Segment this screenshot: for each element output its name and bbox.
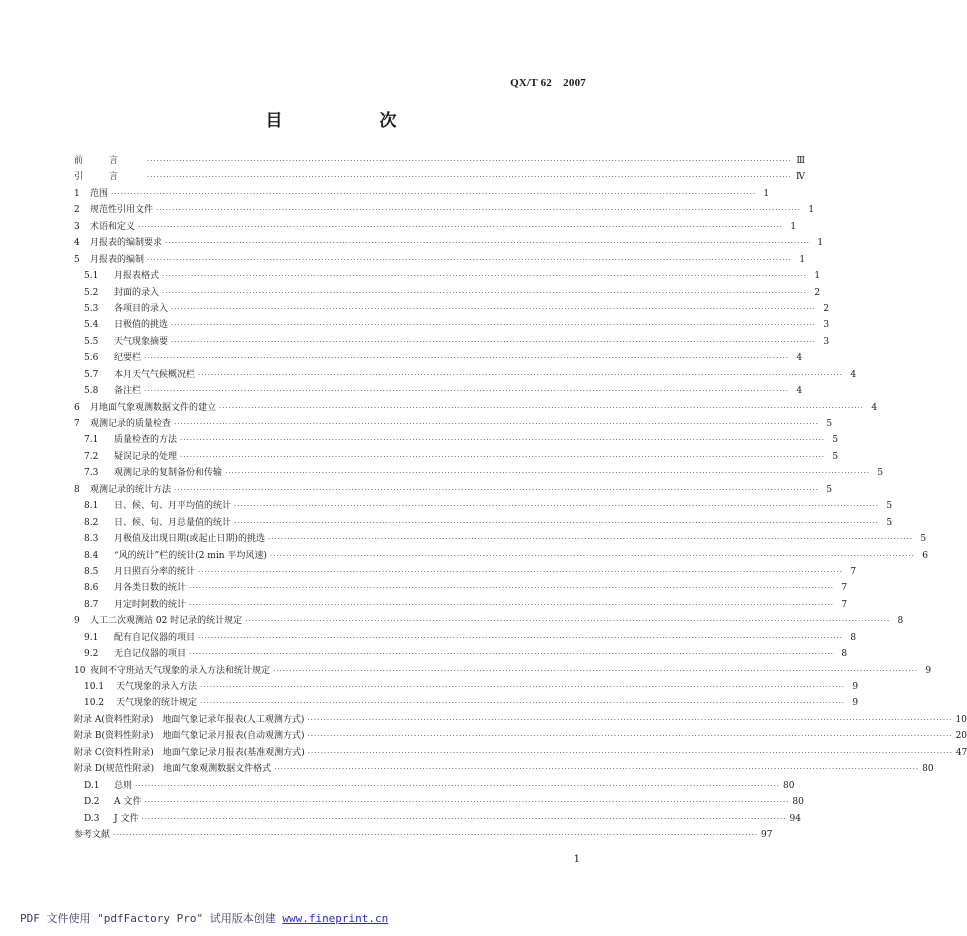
toc-entry-label: 术语和定义 [90, 221, 136, 232]
toc-entry-page: 5 [886, 517, 893, 528]
toc-entry[interactable] [74, 367, 857, 383]
toc-entry-label: 本月天气气候概况栏 [114, 369, 196, 380]
toc-dot-leader: ········································································································································································································ [147, 173, 793, 182]
toc-entry-number: 8 [74, 484, 80, 495]
toc-entry-page: 5 [826, 484, 833, 495]
toc-entry[interactable] [74, 219, 797, 235]
toc-entry-page: 4 [796, 353, 803, 364]
toc-entry[interactable] [74, 252, 806, 268]
standard-code: QX/T 62 2007 [510, 77, 586, 89]
table-of-contents [74, 153, 967, 843]
toc-entry-label: 参考文献 [74, 829, 111, 840]
toc-entry-number: D.2 [84, 797, 100, 808]
toc-dot-leader: ········································································································································································································ [144, 387, 790, 396]
toc-entry-label: 附录 C(资料性附录) 地面气象记录月报表(基准观测方式) [74, 747, 305, 758]
toc-entry[interactable] [74, 646, 848, 662]
toc-entry-page: 80 [792, 797, 804, 808]
toc-entry-page: 94 [789, 813, 801, 824]
toc-entry-page: 2 [823, 303, 830, 314]
toc-entry-page: 1 [808, 205, 815, 216]
toc-entry-label: 夜间不守班站天气现象的录入方法和统计规定 [90, 665, 271, 676]
toc-entry[interactable] [74, 515, 893, 531]
toc-dot-leader: ········································································································································································································ [198, 633, 844, 642]
toc-entry-page: 7 [841, 583, 848, 594]
toc-dot-leader: ········································································································································································································ [113, 830, 759, 839]
toc-dot-leader: ········································································································································································································ [274, 765, 920, 774]
toc-entry-number: 5.1 [84, 271, 99, 282]
toc-entry-number: 7.2 [84, 451, 99, 462]
toc-dot-leader: ········································································································································································································ [111, 189, 757, 198]
toc-dot-leader: ········································································································································································································ [171, 304, 817, 313]
toc-entry-label: 范围 [90, 188, 109, 199]
toc-entry-number: 10 [74, 665, 86, 676]
toc-entry-label: 月定时阿数的统计 [114, 599, 187, 610]
toc-dot-leader: ········································································································································································································ [234, 518, 880, 527]
toc-entry-number: 8.5 [84, 566, 99, 577]
toc-entry-number: 7 [74, 419, 80, 429]
toc-entry[interactable] [74, 301, 830, 317]
toc-entry[interactable] [74, 416, 833, 432]
toc-entry-number: 3 [74, 221, 80, 232]
toc-entry-label: 疑误记录的处理 [114, 451, 178, 462]
toc-entry[interactable] [74, 498, 893, 514]
toc-entry-number: D.3 [84, 813, 100, 824]
toc-dot-leader: ········································································································································································································ [135, 781, 781, 790]
page-number: 1 [573, 854, 580, 865]
toc-entry-number: D.1 [84, 780, 100, 791]
toc-entry-page: 5 [832, 435, 839, 446]
toc-entry-page: Ⅲ [796, 156, 806, 166]
toc-dot-leader: ········································································································································································································ [269, 551, 915, 560]
toc-entry-page: 6 [922, 550, 928, 561]
toc-entry-number: 5.3 [84, 303, 99, 314]
toc-entry-number: 5.4 [84, 320, 99, 331]
toc-entry-label: 各项目的录入 [114, 303, 169, 314]
toc-dot-leader: ········································································································································································································ [171, 337, 817, 346]
toc-entry[interactable] [74, 811, 801, 827]
toc-dot-leader: ········································································································································································································ [198, 370, 844, 379]
toc-entry-page: 7 [841, 599, 848, 610]
toc-dot-leader: ········································································································································································································ [307, 715, 953, 724]
toc-entry-page: 47 [955, 747, 967, 758]
toc-dot-leader: ········································································································································································································ [144, 798, 790, 807]
toc-entry-number: 2 [74, 205, 80, 216]
toc-dot-leader: ········································································································································································································ [165, 239, 811, 248]
toc-entry-page: 8 [850, 632, 857, 643]
toc-dot-leader: ········································································································································································································ [307, 748, 953, 757]
toc-entry-page: 5 [877, 468, 884, 479]
toc-entry[interactable] [74, 663, 932, 679]
toc-entry-label: 总则 [114, 780, 133, 791]
watermark [20, 910, 388, 926]
toc-entry[interactable] [74, 597, 848, 613]
toc-entry-label: 天气现象的统计规定 [116, 698, 198, 709]
toc-entry-label: 备注栏 [114, 386, 142, 397]
toc-entry[interactable] [74, 317, 830, 333]
toc-entry-label: 月日照百分率的统计 [114, 566, 196, 577]
toc-entry-label: “风的统计”栏的统计(2 min 平均风速) [114, 550, 267, 561]
toc-entry[interactable] [74, 334, 830, 350]
toc-entry-number: 5 [74, 254, 80, 265]
toc-entry-label: 月极值及出现日期(或起止日期)的挑选 [114, 534, 266, 545]
toc-entry-page: 3 [823, 336, 830, 347]
toc-dot-leader: ········································································································································································································ [225, 469, 871, 478]
toc-dot-leader: ········································································································································································································ [174, 485, 820, 494]
toc-dot-leader: ········································································································································································································ [171, 321, 817, 330]
toc-entry-number: 4 [74, 238, 80, 249]
watermark-text: PDF 文件使用 "pdfFactory Pro" 试用版本创建 [20, 912, 283, 925]
toc-entry[interactable] [74, 580, 848, 596]
toc-entry[interactable] [74, 465, 884, 481]
toc-dot-leader: ········································································································································································································ [189, 650, 835, 659]
toc-entry-page: 4 [850, 369, 857, 380]
toc-dot-leader: ········································································································································································································ [268, 535, 914, 544]
toc-entry[interactable] [74, 794, 804, 810]
toc-entry-page: 8 [897, 616, 904, 627]
toc-entry[interactable] [74, 186, 770, 202]
toc-entry-page: 9 [852, 698, 859, 709]
toc-entry-number: 5.6 [84, 353, 99, 364]
toc-entry[interactable] [74, 169, 806, 185]
toc-entry-page: 2 [814, 287, 821, 298]
toc-dot-leader: ········································································································································································································ [219, 403, 865, 412]
toc-entry-label: 纪要栏 [114, 353, 142, 364]
toc-entry-page: 4 [796, 386, 803, 397]
toc-entry-label: 附录 D(规范性附录) 地面气象观测数据文件格式 [74, 764, 272, 775]
toc-dot-leader: ········································································································································································································ [234, 502, 880, 511]
toc-entry[interactable] [74, 827, 773, 843]
toc-entry-label: 月各类日数的统计 [114, 583, 187, 594]
toc-entry[interactable] [74, 630, 857, 646]
toc-dot-leader: ········································································································································································································ [141, 814, 787, 823]
toc-entry-label: 无自记仪器的项目 [114, 649, 187, 660]
toc-dot-leader: ········································································································································································································ [200, 683, 846, 691]
toc-entry-number: 7.3 [84, 468, 99, 479]
toc-entry[interactable] [74, 761, 934, 777]
toc-entry-page: 80 [922, 764, 934, 775]
toc-entry-number: 8.1 [84, 501, 99, 512]
toc-dot-leader: ········································································································································································································ [156, 206, 802, 215]
toc-entry-number: 5.2 [84, 287, 99, 298]
toc-entry-number: 9 [74, 616, 80, 627]
toc-entry-label: 日、候、旬、月总量值的统计 [114, 517, 232, 528]
toc-entry-number: 8.3 [84, 534, 99, 545]
toc-entry-label: 月报表的编制要求 [90, 238, 163, 249]
toc-entry[interactable] [74, 268, 821, 284]
toc-entry[interactable] [74, 613, 904, 629]
toc-entry-number: 5.5 [84, 336, 99, 347]
toc-entry-page: 20 [955, 731, 967, 742]
watermark-link[interactable]: www.fineprint.cn [282, 912, 389, 925]
toc-entry-label: 观测记录的质量检查 [90, 419, 172, 429]
toc-entry-label: 天气现象的录入方法 [116, 682, 198, 692]
toc-entry-number: 10.2 [84, 698, 105, 709]
toc-entry[interactable] [74, 745, 967, 761]
toc-entry-number: 8.6 [84, 583, 99, 594]
toc-entry-number: 5.8 [84, 386, 99, 397]
toc-entry-number: 7.1 [84, 435, 99, 446]
toc-entry-label: 规范性引用文件 [90, 205, 154, 216]
toc-entry-label: 月地面气象观测数据文件的建立 [90, 402, 217, 413]
toc-dot-leader: ········································································································································································································ [138, 222, 784, 231]
toc-entry-label: 日、候、旬、月平均值的统计 [114, 501, 232, 512]
toc-entry-page: 1 [790, 221, 797, 232]
toc-entry-page: 5 [886, 501, 893, 512]
toc-entry[interactable] [74, 695, 859, 711]
toc-dot-leader: ········································································································································································································ [200, 699, 846, 708]
toc-entry-number: 10.1 [84, 682, 105, 692]
toc-entry[interactable] [74, 432, 839, 448]
toc-entry[interactable] [74, 285, 821, 301]
toc-entry-page: 80 [783, 780, 795, 791]
toc-entry[interactable] [74, 383, 803, 399]
toc-entry-page: 4 [871, 402, 878, 413]
toc-entry-number: 8.2 [84, 517, 99, 528]
toc-dot-leader: ········································································································································································································ [144, 354, 790, 363]
toc-entry-label: 封面的录入 [114, 287, 160, 298]
toc-entry[interactable] [74, 235, 824, 251]
toc-entry-number: 9.2 [84, 649, 99, 660]
toc-entry-page: 8 [841, 649, 848, 660]
toc-entry-label: 月报表格式 [114, 271, 160, 282]
toc-dot-leader: ········································································································································································································ [162, 272, 808, 281]
toc-entry[interactable] [74, 531, 927, 547]
toc-entry-label: 月报表的编制 [90, 254, 145, 265]
toc-entry-number: 5.7 [84, 369, 99, 380]
toc-dot-leader: ········································································································································································································ [245, 617, 891, 626]
toc-entry-label: 质量检查的方法 [114, 435, 178, 446]
toc-entry-label: 日极值的挑选 [114, 320, 169, 331]
toc-entry-label: 附录 A(资料性附录) 地面气象记录年报表(人工观测方式) [74, 714, 305, 725]
toc-entry[interactable] [74, 153, 806, 169]
toc-entry[interactable] [74, 482, 833, 498]
toc-dot-leader: ········································································································································································································ [147, 255, 793, 264]
toc-entry-page: Ⅳ [796, 172, 806, 183]
toc-entry-number: 1 [74, 188, 80, 199]
toc-entry-page: 5 [826, 419, 833, 429]
toc-entry-page: 5 [920, 534, 927, 545]
toc-entry-page: 97 [761, 829, 773, 840]
toc-entry-label: 引言 [74, 172, 145, 183]
toc-entry-page: 10 [955, 714, 967, 725]
toc-dot-leader: ········································································································································································································ [162, 288, 808, 297]
toc-entry[interactable] [74, 350, 803, 366]
toc-entry-page: 3 [823, 320, 830, 331]
toc-entry-page: 5 [832, 451, 839, 462]
toc-entry-number: 6 [74, 402, 80, 413]
toc-entry-page: 1 [799, 254, 806, 265]
toc-dot-leader: ········································································································································································································ [180, 436, 826, 445]
toc-entry[interactable] [74, 548, 928, 564]
toc-entry-number: 9.1 [84, 632, 99, 643]
toc-dot-leader: ········································································································································································································ [147, 157, 793, 165]
toc-entry-label: 人工二次观测站 02 时记录的统计规定 [90, 616, 243, 627]
toc-entry[interactable] [74, 449, 839, 465]
toc-entry-label: 配有自记仪器的项目 [114, 632, 196, 643]
toc-dot-leader: ········································································································································································································ [174, 420, 820, 428]
toc-entry[interactable] [74, 778, 795, 794]
toc-entry-number: 8.7 [84, 599, 99, 610]
toc-entry-number: 8.4 [84, 550, 99, 561]
toc-entry-label: 天气现象摘要 [114, 336, 169, 347]
toc-entry-label: A 文件 [114, 797, 142, 808]
toc-entry[interactable] [74, 202, 815, 218]
toc-entry[interactable] [74, 712, 967, 728]
page-title: 目 次 [265, 111, 437, 131]
toc-entry[interactable] [74, 728, 967, 744]
toc-dot-leader: ········································································································································································································ [189, 584, 835, 593]
toc-dot-leader: ········································································································································································································ [273, 666, 919, 675]
toc-dot-leader: ········································································································································································································ [307, 732, 953, 741]
toc-entry-page: 9 [852, 682, 859, 692]
toc-entry-label: 观测记录的复制备份和传输 [114, 468, 223, 479]
toc-entry[interactable] [74, 679, 859, 695]
toc-entry-label: 附录 B(资料性附录) 地面气象记录月报表(自动观测方式) [74, 731, 305, 742]
toc-entry-page: 9 [925, 665, 932, 676]
toc-dot-leader: ········································································································································································································ [198, 567, 844, 576]
toc-entry[interactable] [74, 400, 878, 416]
toc-dot-leader: ········································································································································································································ [189, 600, 835, 609]
toc-entry-label: 观测记录的统计方法 [90, 484, 172, 495]
toc-entry-label: 前言 [74, 156, 145, 166]
toc-entry-page: 1 [814, 271, 821, 282]
toc-entry-page: 1 [763, 188, 770, 199]
toc-entry[interactable] [74, 564, 857, 580]
toc-entry-label: J 文件 [114, 813, 139, 824]
toc-dot-leader: ········································································································································································································ [180, 452, 826, 461]
toc-entry-page: 7 [850, 566, 857, 577]
toc-entry-page: 1 [817, 238, 824, 249]
